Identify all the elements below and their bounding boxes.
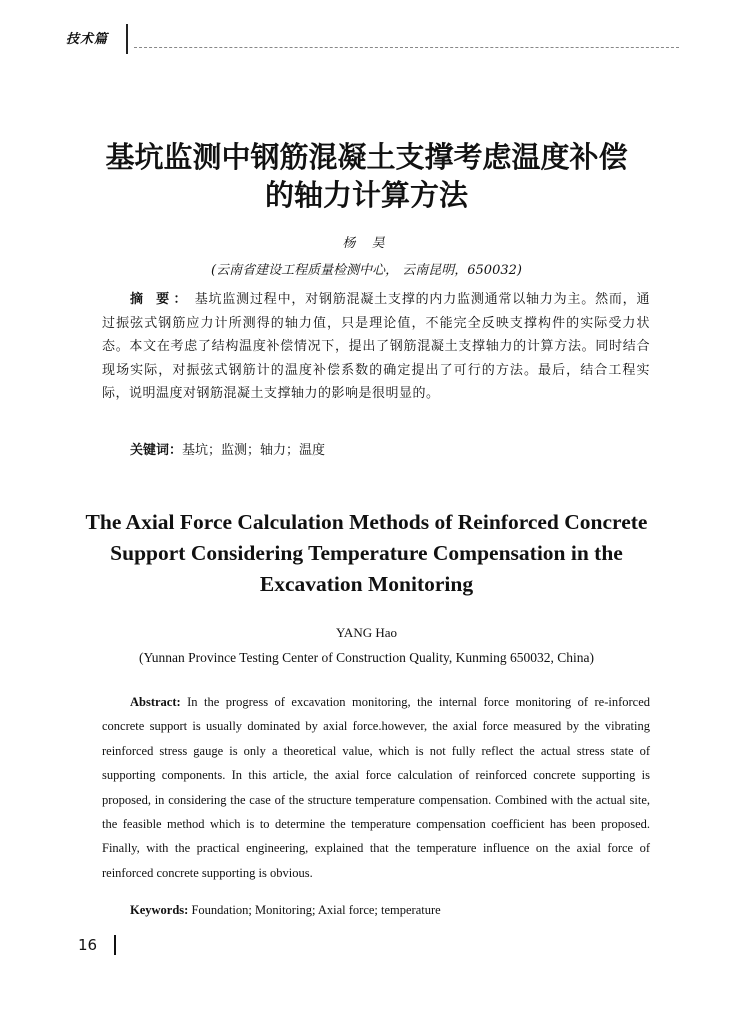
keywords-cn xyxy=(130,439,325,458)
author-en: YANG Hao xyxy=(335,625,398,640)
keywords-cn-label: 关键词： xyxy=(130,443,183,458)
keywords-en-label: Keywords: xyxy=(130,903,189,917)
abstract-en xyxy=(102,690,650,885)
abstract-en-text: In the progress of excavation monitoring, the internal force monitoring of re-inforced concrete support is usually dominated by axial force.however, the axial force measured by the vibrating reinforced stress gauge is only a theoretical value, which is not fully reflect the actual stress state of supporting components. In this article, the axial force calculation of reinforced concrete supporting is proposed, in considering the case of the structure temperature compensation. Combined with the actual site, the feasible method which is to determine the temperature compensation coefficient has been proposed. Finally, with the practical engineering, explained that the temperature influence on the axial force of reinforced concrete supporting is obvious. xyxy=(102,695,650,880)
section-tag: 技术篇 xyxy=(66,32,109,47)
affiliation-en: (Yunnan Province Testing Center of Construction Quality, Kunming 650032, China) xyxy=(139,650,594,665)
title-cn-line2: 的轴力计算方法 xyxy=(264,178,468,212)
keywords-en xyxy=(130,903,441,918)
abstract-cn-text: 基坑监测过程中，对钢筋混凝土支撑的内力监测通常以轴力为主。然而，通过振弦式钢筋应力计所测得的轴力值，只是理论值，不能完全反映支撑构件的实际受力状态。本文在考虑了结构温度补偿情况下，提出了钢筋混凝土支撑轴力的计算方法。同时结合现场实际，对振弦式钢筋计的温度补偿系数的确定提出了可行的方法。最后，结合工程实际，说明温度对钢筋混凝土支撑轴力的影响是很明显的。 xyxy=(102,292,650,401)
title-en-line1: The Axial Force Calculation Methods of Reinforced Concrete xyxy=(85,510,648,534)
page-number: 16 xyxy=(78,936,98,954)
title-en-line2: Support Considering Temperature Compensation in the xyxy=(110,541,623,565)
abstract-cn-label: 摘 要： xyxy=(130,292,191,307)
header-divider xyxy=(126,24,128,54)
affiliation-cn: (云南省建设工程质量检测中心， 云南昆明，650032) xyxy=(211,263,522,278)
title-cn-line1: 基坑监测中钢筋混凝土支撑考虑温度补偿 xyxy=(105,140,628,174)
keywords-en-text: Foundation; Monitoring; Axial force; temperature xyxy=(188,903,441,917)
title-en-line3: Excavation Monitoring xyxy=(259,572,474,596)
keywords-cn-text: 基坑；监测；轴力；温度 xyxy=(182,443,326,458)
header-dashed-rule xyxy=(134,47,679,48)
page-number-divider xyxy=(114,935,116,955)
abstract-en-label: Abstract: xyxy=(130,695,181,709)
abstract-cn xyxy=(102,288,650,406)
author-cn: 杨 昊 xyxy=(342,236,391,251)
